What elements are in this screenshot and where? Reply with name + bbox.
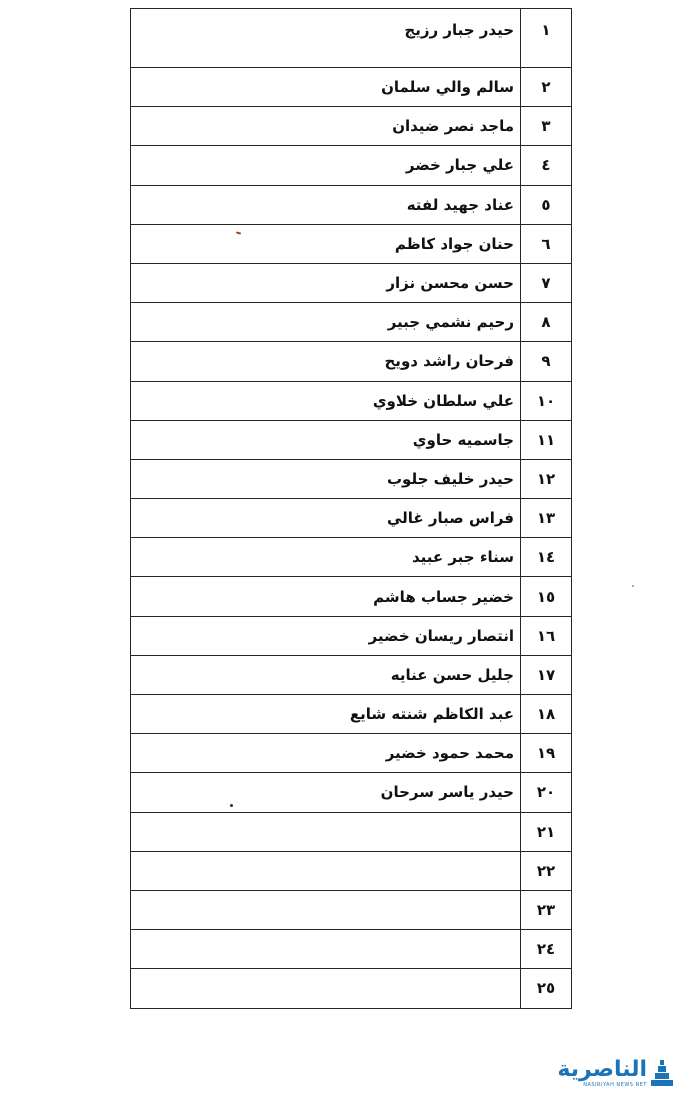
row-name xyxy=(131,969,521,1008)
table-row xyxy=(131,734,572,773)
table-row xyxy=(131,224,572,263)
row-name: علي جبار خضر xyxy=(131,146,521,185)
row-name-text: حيدر جبار رزيج xyxy=(404,21,514,39)
row-number: ٩ xyxy=(521,342,572,381)
row-number: ٧ xyxy=(521,263,572,302)
row-name: جليل حسن عنايه xyxy=(131,655,521,694)
table-row xyxy=(131,342,572,381)
row-name: انتصار ريسان خضير xyxy=(131,616,521,655)
table-row xyxy=(131,930,572,969)
row-name: حيدر ياسر سرحان xyxy=(131,773,521,812)
row-number: ١٨ xyxy=(521,695,572,734)
row-name xyxy=(131,930,521,969)
row-name: سناء جبر عبيد xyxy=(131,538,521,577)
scan-speck xyxy=(230,804,233,807)
row-name xyxy=(131,9,521,68)
names-table-body xyxy=(131,9,572,1009)
row-name: جاسميه حاوي xyxy=(131,420,521,459)
table-row xyxy=(131,890,572,929)
table-row xyxy=(131,969,572,1008)
row-number: ٢٣ xyxy=(521,890,572,929)
table-row xyxy=(131,499,572,538)
row-name: فرحان راشد دويح xyxy=(131,342,521,381)
table-row xyxy=(131,68,572,107)
row-number: ١٢ xyxy=(521,459,572,498)
table-row xyxy=(131,263,572,302)
row-number: ٢٢ xyxy=(521,851,572,890)
table-row xyxy=(131,577,572,616)
row-name: سالم والي سلمان xyxy=(131,68,521,107)
table-row xyxy=(131,538,572,577)
row-number: ٢١ xyxy=(521,812,572,851)
row-name: رحيم نشمي جبير xyxy=(131,303,521,342)
table-row xyxy=(131,420,572,459)
table-row xyxy=(131,812,572,851)
row-number: ١٣ xyxy=(521,499,572,538)
row-number: ٨ xyxy=(521,303,572,342)
row-name: خضير جساب هاشم xyxy=(131,577,521,616)
table-row xyxy=(131,146,572,185)
row-number: ١٩ xyxy=(521,734,572,773)
row-number: ٥ xyxy=(521,185,572,224)
row-number: ٦ xyxy=(521,224,572,263)
row-number: ١٧ xyxy=(521,655,572,694)
row-name: حيدر خليف جلوب xyxy=(131,459,521,498)
names-table xyxy=(130,8,572,1009)
scan-speck xyxy=(632,585,634,587)
row-name: ماجد نصر ضيدان xyxy=(131,107,521,146)
table-row xyxy=(131,773,572,812)
row-number: ٢٠ xyxy=(521,773,572,812)
watermark-text-group xyxy=(557,1059,647,1088)
table-row xyxy=(131,695,572,734)
row-number xyxy=(521,9,572,68)
row-name xyxy=(131,812,521,851)
table-row xyxy=(131,9,572,68)
row-number: ١١ xyxy=(521,420,572,459)
row-name xyxy=(131,890,521,929)
table-row xyxy=(131,303,572,342)
table-row xyxy=(131,459,572,498)
row-number: ١٠ xyxy=(521,381,572,420)
row-name xyxy=(131,851,521,890)
row-name: علي سلطان خلاوي xyxy=(131,381,521,420)
table-row xyxy=(131,185,572,224)
row-number: ٣ xyxy=(521,107,572,146)
row-name: فراس صبار غالي xyxy=(131,499,521,538)
watermark-logo-subtext: NASIRIYAH NEWS NET xyxy=(583,1082,647,1088)
row-name: محمد حمود خضير xyxy=(131,734,521,773)
watermark-logo-text: الناصرية xyxy=(557,1057,647,1082)
table-row xyxy=(131,107,572,146)
row-number: ١٦ xyxy=(521,616,572,655)
watermark-logo xyxy=(557,1054,675,1088)
ziggurat-logo-icon xyxy=(649,1058,675,1088)
row-number: ٤ xyxy=(521,146,572,185)
table-row xyxy=(131,616,572,655)
row-number: ١٥ xyxy=(521,577,572,616)
table-row xyxy=(131,851,572,890)
row-name: عبد الكاظم شنته شايع xyxy=(131,695,521,734)
table-row xyxy=(131,655,572,694)
row-number: ٢٥ xyxy=(521,969,572,1008)
row-number: ٢٤ xyxy=(521,930,572,969)
row-number: ١٤ xyxy=(521,538,572,577)
table-row xyxy=(131,381,572,420)
row-name: حنان جواد كاظم xyxy=(131,224,521,263)
row-name: حسن محسن نزار xyxy=(131,263,521,302)
row-name: عناد جهيد لفته xyxy=(131,185,521,224)
row-number-text: ١ xyxy=(541,21,551,39)
row-number: ٢ xyxy=(521,68,572,107)
